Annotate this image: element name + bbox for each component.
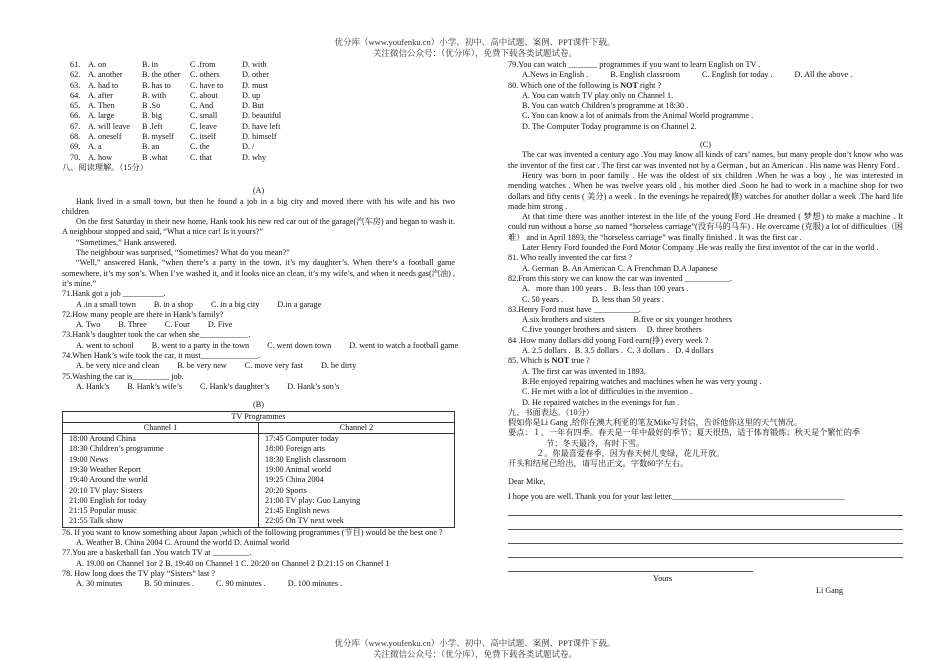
- page-footer: [0, 638, 950, 660]
- question-text: 85. Which is: [508, 356, 552, 366]
- passage-paragraph: The car was invented a century ago .You may know all kinds of cars’ names, but many people don’t know who was the inventor of the first car . The first car was invented not by a German , but an American . His name was Henry Ford .: [508, 150, 903, 170]
- tv-programme-item: 19:25 China 2004: [265, 475, 324, 485]
- option-d: D. /: [242, 142, 255, 152]
- question-stem: 72.How many people are there in Hank’s family?: [62, 309, 224, 319]
- tv-programme-item: 21:15 Popular music: [69, 506, 137, 516]
- writing-points-cont: 节；冬天最冷，有时下雪。: [546, 438, 645, 448]
- options-row: [62, 361, 455, 371]
- options-row: [62, 579, 455, 589]
- writing-line[interactable]: [508, 519, 903, 530]
- option-d: D. up: [242, 90, 261, 100]
- cloze-row: [70, 132, 455, 142]
- option-a: A. after: [88, 90, 114, 100]
- option-c: C. itself: [190, 132, 216, 142]
- option-c: C. the: [190, 142, 210, 152]
- option-c: C. leave: [190, 121, 217, 131]
- options-row: [62, 559, 455, 569]
- answer-option: D. 100 minutes .: [287, 579, 343, 589]
- option-d: D. with: [242, 60, 267, 69]
- answer-option: D. All the above .: [794, 70, 853, 80]
- question-emphasis: NOT: [620, 80, 638, 90]
- answer-option: A. be very nice and clean: [76, 361, 160, 371]
- answer-option: A. Weather B. China 2004 C. Around the world D. Animal world: [76, 538, 290, 548]
- tv-programme-item: 19:00 News: [69, 454, 109, 464]
- option-a: A. how: [88, 152, 113, 162]
- answer-option: C. Four: [164, 320, 190, 330]
- option-a: A. oneself: [88, 132, 122, 142]
- answer-option: D. went to watch a football game: [349, 340, 459, 350]
- answer-option: D. be dirty: [321, 361, 357, 371]
- tv-programme-item: 21:55 Talk show: [69, 516, 124, 526]
- options-row: [508, 70, 903, 80]
- tv-programme-item: 21:00 English for today: [69, 495, 147, 505]
- answer-option: B. in a shop: [153, 299, 193, 309]
- channel-2-header: Channel 2: [259, 422, 455, 433]
- page-header: [0, 37, 950, 59]
- answer-option: D. Five: [207, 320, 233, 330]
- option-c: C .from: [190, 60, 216, 69]
- passage-b-questions-right: [508, 60, 903, 81]
- answer-option: B. Three: [118, 320, 147, 330]
- answer-option: B. You can watch Children’s programme at 18:30 .: [522, 101, 689, 111]
- question-number: 68.: [70, 132, 81, 142]
- option-d: D. why: [242, 152, 267, 162]
- question-stem: 84 .How many dollars did young Ford earn(挣) every week ?: [508, 335, 709, 345]
- answer-option: D.in a garage: [277, 299, 322, 309]
- option-d: D. must: [242, 80, 268, 90]
- question-text: right ?: [637, 80, 662, 90]
- option-d: D. have left: [242, 121, 281, 131]
- answer-option: A. Hank’s: [76, 381, 110, 391]
- answer-option: A. You can watch TV play only on Channel 1.: [522, 90, 674, 100]
- option-b: B .left: [142, 121, 163, 131]
- question-stem: [508, 81, 903, 91]
- tv-programme-item: 19:00 Animal world: [265, 464, 331, 474]
- cloze-row: [70, 153, 455, 163]
- writing-task: 假如你是Li Gang ,给你在澳大利亚的笔友Mike写封信，告诉他你这里的天气情况。: [508, 418, 803, 428]
- passage-c-label: (C): [700, 140, 711, 150]
- cloze-options: [62, 60, 455, 163]
- tv-programme-item: 19:30 Weather Report: [69, 464, 141, 474]
- writing-line[interactable]: [508, 547, 903, 558]
- passage-c: [508, 150, 903, 356]
- footer-line-2: 关注微信公众号：（优分库），免费下载各类试题试卷。: [372, 649, 577, 659]
- tv-programme-item: 18:30 Children’s programme: [69, 444, 164, 454]
- option-a: A. had to: [88, 80, 119, 90]
- answer-option: B.He enjoyed repairing watches and machines when he was very young .: [522, 376, 762, 386]
- question-number: 66.: [70, 111, 81, 121]
- channel-1-list: [63, 434, 259, 528]
- answer-option: B. English classroom: [610, 70, 681, 80]
- answer-option: C. Hank’s daughter’s: [200, 381, 270, 391]
- question-text: true ?: [569, 356, 590, 366]
- channel-2-list: [259, 434, 455, 528]
- question-number: 69.: [70, 142, 81, 152]
- section-8-title: 八、阅读理解。（15分）: [62, 162, 148, 172]
- writing-points: 要点：１、一年有四季。春天是一年中最好的季节；夏天很热，适于体育锻炼；秋天是个繁忙的季: [508, 428, 861, 438]
- option-b: B .what: [142, 152, 168, 162]
- answer-option: C. 90 minutes .: [215, 579, 266, 589]
- option-a: A. will leave: [88, 121, 131, 131]
- question-emphasis: NOT: [551, 356, 570, 366]
- tv-programme-item: 18:00 Around China: [69, 434, 136, 444]
- answer-option: A. 30 minutes: [76, 579, 123, 589]
- tv-programme-item: 20:10 TV play: Sisters: [69, 485, 143, 495]
- option-b: B. an: [142, 142, 160, 152]
- channel-1-header: Channel 1: [63, 422, 259, 433]
- question-text: 80. Which one of the following is: [508, 80, 621, 90]
- writing-title: 九、书面表达。（10分）: [508, 407, 594, 417]
- answer-option: A. German B. An American C. A Frenchman D.A Japanese: [522, 263, 718, 273]
- passage-paragraph: Later Henry Ford founded the Ford Motor Company .He was really the first inventor of the car in the world .: [522, 243, 879, 253]
- passage-paragraph: “Sometimes,” Hank answered.: [76, 237, 177, 247]
- answer-option: D. The Computer Today programme is on Channel 2.: [522, 121, 697, 131]
- answer-option: A. 19.00 on Channel 1or 2 B. 19:40 on Channel 1 C. 20:20 on Channel 2 D.21:15 on Channel 1: [76, 558, 390, 568]
- question-number: 63.: [70, 80, 81, 90]
- option-d: D. himself: [242, 132, 277, 142]
- answer-option: C. move very fast: [244, 361, 303, 371]
- letter-signature: Li Gang: [815, 586, 843, 596]
- tv-programme-item: 20:20 Sports: [265, 485, 307, 495]
- question-stem: 77.You are a basketball fan .You watch TV at _________.: [62, 548, 252, 558]
- cloze-row: [70, 122, 455, 132]
- tv-programme-item: 18:00 Foreign arts: [265, 444, 326, 454]
- option-d: D. other: [242, 70, 269, 80]
- writing-point-2: ２。你最喜爱春季，因为春天树儿变绿，花儿开放。: [536, 448, 725, 458]
- passage-paragraph: “Well,” answered Hank, “when there’s a party in the town, it’s my daughter’s. When there’s a football game somewhere, it’s my son’s. When I’ve washed it, and it looks nice an clean, it’s my wife’s, and when it needs gas(汽油) , it’s mine.”: [62, 258, 455, 288]
- answer-option: B. Hank’s wife’s: [127, 381, 183, 391]
- header-line-1: 优分库（www.youfenku.cn）小学、初中、高中试题、案例、PPT课件下载。: [334, 37, 616, 47]
- option-c: C. others: [190, 70, 220, 80]
- question-stem: 73.Hank’s daughter took the car when she____________.: [62, 330, 251, 340]
- question-stem: 71.Hank got a job __________.: [62, 289, 166, 299]
- option-b: B. in: [142, 60, 158, 69]
- cloze-row: [70, 60, 455, 70]
- answer-option: A. The first car was invented in 1893.: [522, 366, 646, 376]
- tv-table-title: TV Programmes: [63, 411, 455, 422]
- answer-option: A. more than 100 years . B. less than 100 years .: [522, 284, 689, 294]
- question-stem: 81. Who really invented the car first ?: [508, 253, 632, 263]
- passage-paragraph: The neighbour was surprised, “Sometimes? What do you mean?”: [76, 248, 290, 258]
- question-stem: 78. How long does the TV play “Sisters” last ?: [62, 568, 215, 578]
- answer-option: B. 50 minutes .: [144, 579, 194, 589]
- tv-programme-item: 17:45 Computer today: [265, 434, 339, 444]
- writing-line[interactable]: [508, 561, 753, 572]
- option-b: B. has to: [142, 80, 171, 90]
- answer-option: D. He repaired watches in the evenings for fun .: [522, 397, 680, 407]
- answer-option: C. 50 years . D. less than 50 years .: [522, 294, 664, 304]
- header-line-2: 关注微信公众号：（优分库），免费下载各类试题试卷。: [372, 48, 577, 58]
- options-row: [62, 300, 455, 310]
- tv-programme-item: 18:30 English classroom: [265, 454, 346, 464]
- answer-option: C. He met with a lot of difficulties in the invention .: [522, 387, 693, 397]
- passage-b-label: (B): [253, 400, 264, 410]
- option-b: B. with: [142, 90, 167, 100]
- question-stem: 82.From this story we can know the car was invented ___________.: [508, 273, 732, 283]
- options-row: [62, 382, 455, 392]
- question-number: 70.: [70, 152, 81, 162]
- options-row: [62, 320, 455, 330]
- answer-option: C. English for today .: [702, 70, 773, 80]
- answer-option: C.five younger brothers and sisters D. three brothers: [522, 325, 702, 335]
- letter-opening: I hope you are well. Thank you for your last letter.__________________________________________: [508, 491, 845, 501]
- answer-option: C. in a big city: [210, 299, 260, 309]
- cloze-row: [70, 91, 455, 101]
- passage-a: [62, 196, 459, 393]
- question-number: 64.: [70, 90, 81, 100]
- answer-option: A. 2.5 dollars . B. 3.5 dollars . C. 3 dollars . D. 4 dollars: [522, 346, 714, 356]
- passage-paragraph: Henry was born in poor family . He was the oldest of six children .When he was a boy , he was interested in mending watches . When he was twelve years old , his mother died .Soon he had to work in a machine shop for two dollars and fifty cents ( 美分) a week . In the evenings he repaired(修) watches for another dollar a week .The hard life made him strong .: [508, 170, 903, 211]
- letter-closing: Yours: [653, 574, 673, 584]
- passage-paragraph: On the first Saturday in their new home, Hank took his new red car out of the garage(汽车房) and began to wash it. A neighbour stopped and said, “What a nice car! Is it yours?”: [62, 217, 455, 237]
- answer-option: B. went to a party in the town: [151, 340, 250, 350]
- option-b: B. big: [142, 111, 163, 121]
- question-number: 61.: [70, 60, 81, 69]
- passage-a-label: (A): [252, 186, 265, 196]
- cloze-row: [70, 142, 455, 152]
- option-c: C. small: [190, 111, 218, 121]
- answer-option: D. Hank’s son’s: [287, 381, 340, 391]
- answer-option: A.News in English .: [522, 70, 589, 80]
- tv-programme-item: 21:45 English news: [265, 506, 330, 516]
- answer-option: A .in a small town: [76, 299, 136, 309]
- option-a: A. a: [88, 142, 102, 152]
- answer-option: A.six brothers and sisters B.five or six younger brothers: [522, 315, 732, 325]
- question-85: [508, 356, 903, 407]
- question-80: [508, 81, 903, 132]
- cloze-row: [70, 101, 455, 111]
- left-column: [62, 60, 459, 590]
- writing-line[interactable]: [508, 505, 903, 516]
- tv-programme-item: 22:05 On TV next week: [265, 516, 344, 526]
- option-a: A. another: [88, 70, 123, 80]
- answer-option: A. Two: [76, 320, 101, 330]
- option-d: D. beautiful: [242, 111, 282, 121]
- options-row: [62, 538, 455, 548]
- passage-b-questions-left: [62, 528, 455, 590]
- options-row: [62, 340, 459, 351]
- writing-instructions: 开头和结尾已给出，请写出正文。字数60字左右。: [508, 459, 689, 469]
- passage-paragraph: Hank lived in a small town, but then he found a job in a big city and moved there with his wife and his two children: [62, 196, 455, 216]
- tv-programme-item: 19:40 Around the world: [69, 475, 148, 485]
- tv-programme-item: 21:00 TV play: Guo Lanying: [265, 495, 361, 505]
- option-a: A. on: [88, 60, 107, 69]
- option-b: B. the other: [142, 70, 181, 80]
- option-c: C. have to: [190, 80, 224, 90]
- answer-option: C. You can know a lot of animals from the Animal World programme .: [522, 111, 754, 121]
- question-number: 65.: [70, 101, 81, 111]
- option-c: C. that: [190, 152, 212, 162]
- cloze-row: [70, 81, 455, 91]
- answer-option: B. be very new: [177, 361, 227, 371]
- cloze-row: [70, 70, 455, 80]
- option-d: D. But: [242, 101, 264, 111]
- question-stem: [508, 356, 903, 366]
- option-a: A. large: [88, 111, 115, 121]
- option-b: B .So: [142, 101, 161, 111]
- cloze-row: [70, 111, 455, 121]
- answer-option: A. went to school: [76, 340, 134, 350]
- question-stem: 79.You can watch _______ programmes if you want to learn English on TV .: [508, 60, 761, 69]
- option-c: C. And: [190, 101, 214, 111]
- question-number: 62.: [70, 70, 81, 80]
- question-number: 67.: [70, 121, 81, 131]
- question-stem: 76. If you want to know something about Japan ,which of the following programmes (节目) would be the best one ?: [62, 527, 443, 537]
- option-c: C. about: [190, 90, 218, 100]
- writing-line[interactable]: [508, 533, 903, 544]
- footer-line-1: 优分库（www.youfenku.cn）小学、初中、高中试题、案例、PPT课件下载。: [334, 638, 616, 648]
- question-stem: 74.When Hank’s wife took the car, it must______________.: [62, 351, 260, 361]
- passage-paragraph: At that time there was another interest in the life of the young Ford .He dreamed ( 梦想) to make a machine . It could run without a horse ,so named “horseless carriage”(没有马的马车) . He overcame (克服) a lot of difficulties（困难） and in April 1893, the “horseless carriage” was finally finished . It was the first car .: [508, 212, 903, 242]
- letter-greeting: Dear Mike,: [508, 476, 546, 486]
- question-stem: 75.Washing the car is_________ job.: [62, 371, 184, 381]
- option-a: A. Then: [88, 101, 115, 111]
- option-b: B. myself: [142, 132, 174, 142]
- answer-option: C. went down town: [267, 340, 332, 350]
- question-stem: 83.Henry Ford must have ___________.: [508, 304, 641, 314]
- tv-programmes-table: [62, 411, 455, 528]
- right-column: [508, 60, 903, 597]
